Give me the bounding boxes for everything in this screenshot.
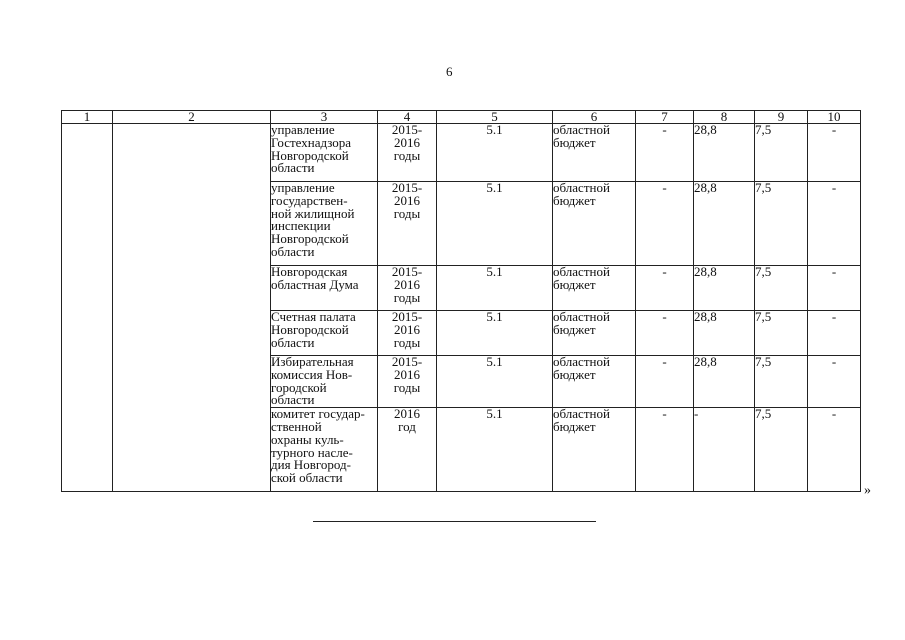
org-name-cell-line: Новгородской (271, 321, 349, 337)
col2-empty-cell (113, 124, 271, 492)
col9-cell: 7,5 (755, 266, 808, 311)
period-cell-line: годы (393, 289, 421, 305)
col7-cell: - (636, 182, 694, 266)
col8-cell: 28,8 (694, 124, 755, 182)
header-cell: 1 (62, 111, 113, 124)
org-name-cell-line: инспекции (271, 218, 331, 234)
col7-cell: - (636, 124, 694, 182)
col7-cell: - (636, 266, 694, 311)
source-cell-line: областной (553, 181, 610, 195)
period-cell-line: год (398, 418, 416, 434)
org-name-cell-line: Счетная палата (271, 310, 356, 324)
org-name-cell (271, 311, 378, 356)
col8-cell: 28,8 (694, 182, 755, 266)
table-header-row (62, 111, 861, 124)
source-cell-line: бюджет (553, 134, 596, 150)
org-name-cell (271, 266, 378, 311)
col7-cell: - (636, 356, 694, 408)
header-cell: 7 (636, 111, 694, 124)
table-row (62, 124, 861, 182)
period-cell (378, 182, 437, 266)
source-cell-line: бюджет (553, 192, 596, 208)
org-name-cell-line: городской (271, 379, 327, 395)
source-cell (553, 356, 636, 408)
org-name-cell-line: охраны куль- (271, 431, 344, 447)
org-name-cell (271, 182, 378, 266)
source-cell (553, 311, 636, 356)
org-name-cell-line: областная Дума (271, 276, 359, 292)
org-name-cell-line: Гостехнадзора (271, 134, 352, 150)
org-name-cell-line: ной жилищной (271, 205, 355, 221)
header-cell: 4 (378, 111, 437, 124)
period-cell-line: 2015- (391, 181, 423, 195)
col7-cell: - (636, 408, 694, 492)
header-cell: 3 (271, 111, 378, 124)
header-cell: 9 (755, 111, 808, 124)
col8-cell: 28,8 (694, 356, 755, 408)
period-cell-line: годы (393, 147, 421, 163)
header-cell: 6 (553, 111, 636, 124)
period-cell-line: годы (393, 379, 421, 395)
org-name-cell (271, 124, 378, 182)
org-name-cell (271, 356, 378, 408)
col10-cell: - (808, 124, 861, 182)
org-name-cell-line: комитет государ- (271, 407, 365, 422)
col1-empty-cell (62, 124, 113, 492)
org-name-cell-line: государствен- (271, 192, 348, 208)
period-cell-line: 2016 (394, 134, 420, 150)
source-cell-line: областной (553, 123, 610, 137)
period-cell (378, 356, 437, 408)
col9-cell: 7,5 (755, 182, 808, 266)
source-cell-line: бюджет (553, 366, 596, 382)
org-name-cell-line: Новгородской (271, 147, 349, 163)
org-name-cell (271, 408, 378, 492)
period-cell-line: 2015- (391, 265, 423, 279)
source-cell-line: областной (553, 310, 610, 324)
period-cell (378, 266, 437, 311)
source-cell-line: областной (553, 265, 610, 279)
org-name-cell-line: управление (271, 123, 335, 137)
code-cell: 5.1 (437, 266, 553, 311)
header-cell: 2 (113, 111, 271, 124)
col9-cell: 7,5 (755, 408, 808, 492)
period-cell (378, 124, 437, 182)
code-cell: 5.1 (437, 408, 553, 492)
org-name-cell-line: ственной (271, 418, 322, 434)
org-name-cell-line: области (271, 392, 315, 408)
period-cell-line: 2015- (391, 310, 423, 324)
col8-cell: 28,8 (694, 266, 755, 311)
col7-cell: - (636, 311, 694, 356)
code-cell: 5.1 (437, 124, 553, 182)
col8-cell: - (694, 408, 755, 492)
closing-quote: » (864, 483, 871, 498)
org-name-cell-line: комиссия Нов- (271, 366, 353, 382)
col9-cell: 7,5 (755, 124, 808, 182)
org-name-cell-line: ской области (271, 470, 343, 486)
period-cell (378, 408, 437, 492)
org-name-cell-line: Новгородской (271, 231, 349, 247)
period-cell-line: 2016 (394, 407, 420, 422)
org-name-cell-line: области (271, 334, 315, 350)
header-cell: 10 (808, 111, 861, 124)
period-cell-line: 2016 (394, 192, 420, 208)
source-cell-line: бюджет (553, 321, 596, 337)
period-cell-line: 2016 (394, 321, 420, 337)
source-cell-line: областной (553, 355, 610, 369)
col8-cell: 28,8 (694, 311, 755, 356)
period-cell-line: годы (393, 205, 421, 221)
period-cell (378, 311, 437, 356)
org-name-cell-line: области (271, 160, 315, 176)
code-cell: 5.1 (437, 311, 553, 356)
code-cell: 5.1 (437, 182, 553, 266)
period-cell-line: 2015- (391, 123, 423, 137)
header-cell: 8 (694, 111, 755, 124)
col10-cell: - (808, 356, 861, 408)
org-name-cell-line: Избирательная (271, 355, 354, 369)
col9-cell: 7,5 (755, 356, 808, 408)
budget-table (61, 110, 861, 492)
source-cell-line: бюджет (553, 418, 596, 434)
org-name-cell-line: управление (271, 181, 335, 195)
period-cell-line: 2016 (394, 276, 420, 292)
period-cell-line: годы (393, 334, 421, 350)
org-name-cell-line: турного насле- (271, 444, 353, 460)
period-cell-line: 2016 (394, 366, 420, 382)
period-cell-line: 2015- (391, 355, 423, 369)
col10-cell: - (808, 182, 861, 266)
source-cell (553, 124, 636, 182)
code-cell: 5.1 (437, 356, 553, 408)
org-name-cell-line: дия Новгород- (271, 457, 351, 473)
source-cell-line: бюджет (553, 276, 596, 292)
col10-cell: - (808, 311, 861, 356)
source-cell (553, 182, 636, 266)
org-name-cell-line: Новгородская (271, 265, 348, 279)
source-cell-line: областной (553, 407, 610, 422)
col10-cell: - (808, 408, 861, 492)
source-cell (553, 266, 636, 311)
footer-divider (313, 521, 596, 522)
source-cell (553, 408, 636, 492)
col9-cell: 7,5 (755, 311, 808, 356)
header-cell: 5 (437, 111, 553, 124)
page-number: 6 (446, 64, 453, 79)
org-name-cell-line: области (271, 243, 315, 259)
col10-cell: - (808, 266, 861, 311)
